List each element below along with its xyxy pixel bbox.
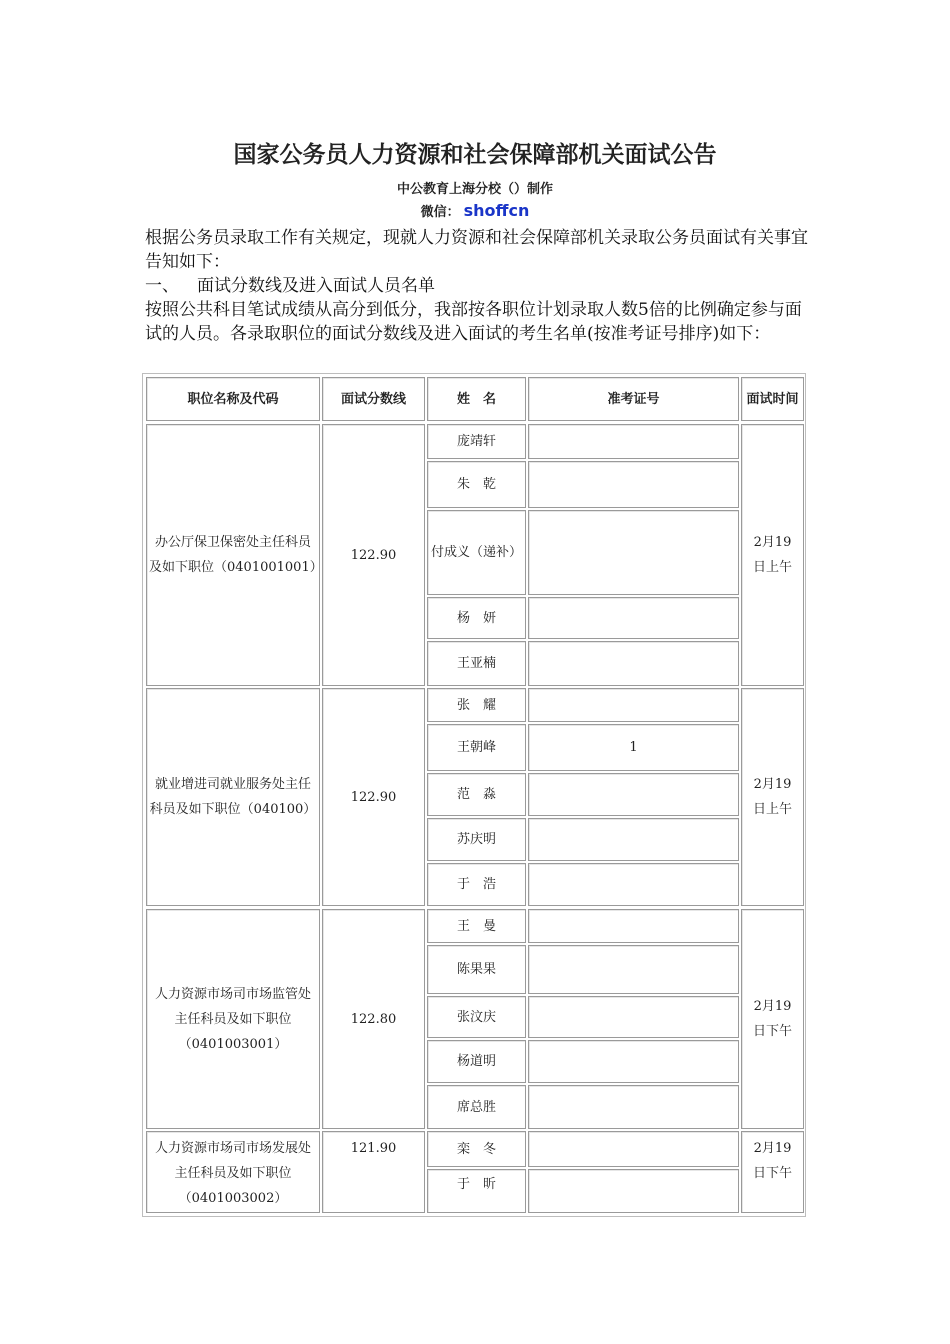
candidate-name: 付成义（递补） xyxy=(427,510,526,595)
exam-number xyxy=(528,909,739,943)
candidate-name: 陈果果 xyxy=(427,945,526,994)
header-time: 面试时间 xyxy=(741,377,804,421)
score-cell: 122.80 xyxy=(322,909,425,1129)
score-cell: 121.90 xyxy=(322,1131,425,1213)
exam-number xyxy=(528,1169,739,1213)
intro-paragraph: 根据公务员录取工作有关规定，现就人力资源和社会保障部机关录取公务员面试有关事宜告知如下： xyxy=(145,228,808,272)
candidate-name: 王朝峰 xyxy=(427,724,526,771)
document-subtitle: 中公教育上海分校（）制作 xyxy=(396,182,553,197)
exam-number xyxy=(528,818,739,861)
section-heading xyxy=(145,274,815,298)
candidate-name: 张汶庆 xyxy=(427,996,526,1038)
candidate-name: 朱 乾 xyxy=(427,461,526,508)
candidate-name: 张 耀 xyxy=(427,688,526,722)
position-cell: 就业增进司就业服务处主任科员及如下职位（040100） xyxy=(146,688,320,906)
exam-number xyxy=(528,597,739,639)
section-number: 一、 xyxy=(145,276,179,296)
header-position: 职位名称及代码 xyxy=(146,377,320,421)
time-cell: 2月19日上午 xyxy=(741,424,804,686)
candidate-name: 范 淼 xyxy=(427,773,526,816)
selection-paragraph: 按照公共科目笔试成绩从高分到低分，我部按各职位计划录取人数5倍的比例确定参与面试的人员。各录取职位的面试分数线及进入面试的考生名单(按准考证号排序)如下： xyxy=(145,300,802,344)
candidate-name: 王亚楠 xyxy=(427,641,526,686)
wechat-label: 微信： xyxy=(420,205,460,220)
exam-number xyxy=(528,461,739,508)
position-cell: 人力资源市场司市场发展处主任科员及如下职位（0401003002） xyxy=(146,1131,320,1213)
wechat-id: shoffcn xyxy=(463,201,530,220)
candidate-name: 苏庆明 xyxy=(427,818,526,861)
exam-number xyxy=(528,996,739,1038)
exam-number xyxy=(528,863,739,906)
candidate-name: 庞靖轩 xyxy=(427,424,526,459)
interview-table xyxy=(142,373,806,1217)
candidate-name: 杨 妍 xyxy=(427,597,526,639)
candidate-name: 于 昕 xyxy=(427,1169,526,1213)
exam-number xyxy=(528,1131,739,1167)
position-cell: 人力资源市场司市场监管处主任科员及如下职位（0401003001） xyxy=(146,909,320,1129)
exam-number xyxy=(528,773,739,816)
time-cell: 2月19日上午 xyxy=(741,688,804,906)
exam-number xyxy=(528,1040,739,1083)
time-cell: 2月19日下午 xyxy=(741,909,804,1129)
exam-number: 1 xyxy=(528,724,739,771)
candidate-name: 栾 冬 xyxy=(427,1131,526,1167)
header-exam-no: 准考证号 xyxy=(528,377,739,421)
header-name: 姓 名 xyxy=(427,377,526,421)
position-cell: 办公厅保卫保密处主任科员及如下职位（0401001001） xyxy=(146,424,320,686)
document-title: 国家公务员人力资源和社会保障部机关面试公告 xyxy=(233,142,717,168)
exam-number xyxy=(528,945,739,994)
wechat-line xyxy=(0,201,950,220)
candidate-name: 杨道明 xyxy=(427,1040,526,1083)
candidate-name: 王 曼 xyxy=(427,909,526,943)
exam-number xyxy=(528,510,739,595)
time-cell: 2月19日下午 xyxy=(741,1131,804,1213)
candidate-name: 于 浩 xyxy=(427,863,526,906)
exam-number xyxy=(528,1085,739,1129)
exam-number xyxy=(528,688,739,722)
score-cell: 122.90 xyxy=(322,688,425,906)
exam-number xyxy=(528,641,739,686)
exam-number xyxy=(528,424,739,459)
header-score: 面试分数线 xyxy=(322,377,425,421)
score-cell: 122.90 xyxy=(322,424,425,686)
section-title: 面试分数线及进入面试人员名单 xyxy=(197,276,435,296)
candidate-name: 席总胜 xyxy=(427,1085,526,1129)
